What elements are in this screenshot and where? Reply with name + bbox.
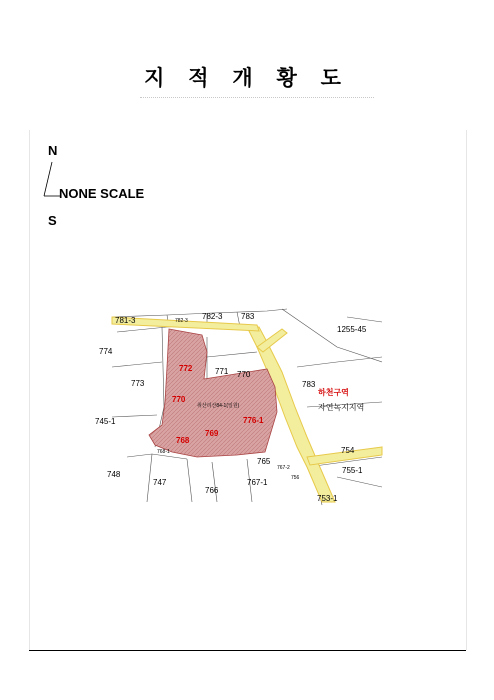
compass-south-label: S [48,213,57,228]
lot-label: 747 [153,478,167,487]
green-zone-label: 자연녹지지역 [318,403,365,412]
lot-label: 765 [257,457,271,466]
lot-label: 745-1 [95,417,116,426]
lot-label: 753-1 [317,494,338,503]
lot-label: 766 [205,486,219,495]
lot-label: 772 [179,364,193,373]
lot-label: 771 [215,367,229,376]
cadastral-map [95,307,387,507]
bottom-divider [29,650,466,651]
lot-label: 773 [131,379,145,388]
lot-label: 782-3 [175,318,188,324]
lot-label: 768 [176,436,190,445]
lot-label: 783 [302,380,316,389]
lot-label: 756 [291,475,300,481]
lot-label: 770 [237,370,251,379]
lot-label: 1255-45 [337,325,367,334]
lot-label: 769 [205,429,219,438]
lot-label: 767-2 [277,465,290,471]
lot-label: 754 [341,446,355,455]
lot-label: 781-3 [115,316,136,325]
scale-label: NONE SCALE [59,186,145,201]
lot-label: 767-1 [247,478,268,487]
lot-label: 755-1 [342,466,363,475]
title-underline [140,97,374,98]
page-title: 지 적 개 황 도 [144,67,350,90]
lot-label: 782-3 [202,312,223,321]
site-address-label: 취산리산84-1(일원) [197,403,240,409]
lot-label: 776-1 [243,416,264,425]
lot-label: 768-1 [157,449,170,455]
lot-label: 783 [241,312,255,321]
lot-label: 770 [172,395,186,404]
lot-label: 748 [107,470,121,479]
lot-label: 774 [99,347,113,356]
compass-north-label: N [48,143,58,158]
river-zone-label: 하천구역 [318,388,349,397]
